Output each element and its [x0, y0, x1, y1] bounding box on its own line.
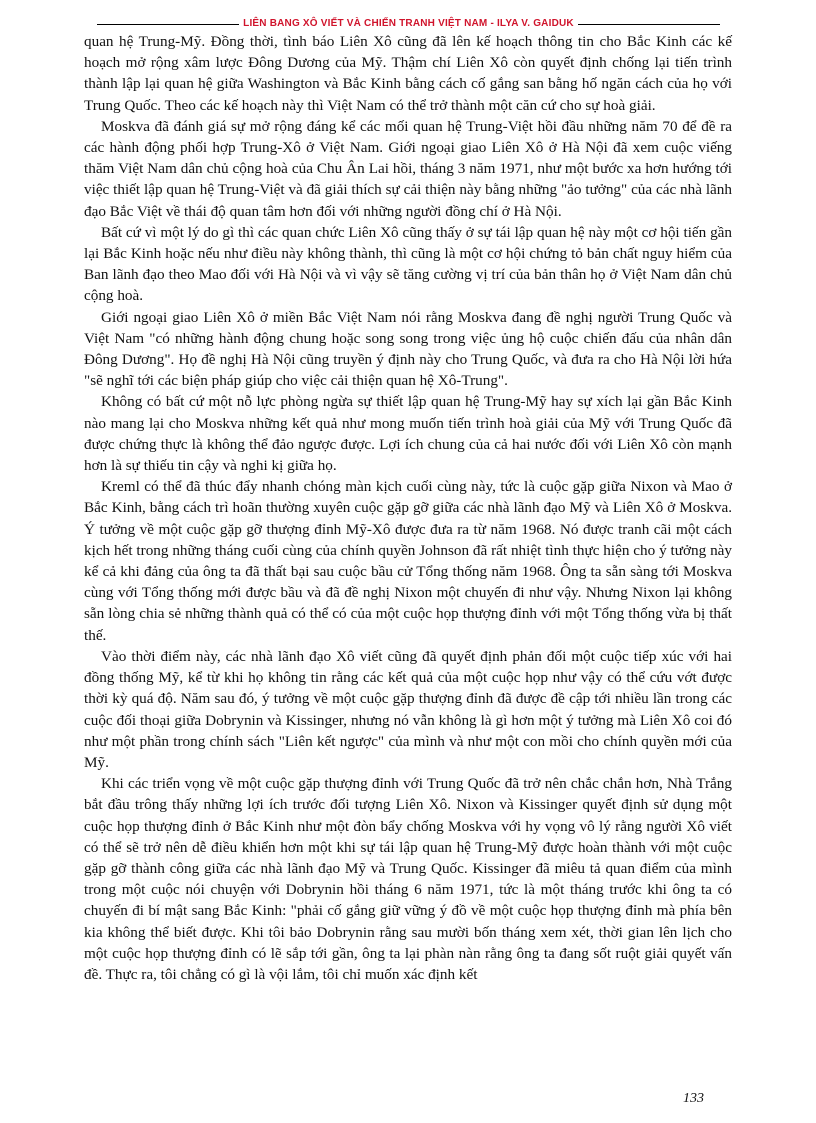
running-header	[97, 13, 720, 31]
paragraph: Giới ngoại giao Liên Xô ở miền Bắc Việt Nam nói rằng Moskva đang đề nghị người Trung Quốc và Việt Nam "có những hành động chung hoặc song song trong việc ủng hộ cuộc chiến đấu của nhân dân Đông Dương". Họ đề nghị Hà Nội cũng truyền ý định này cho Trung Quốc, và đưa ra cho Hà Nội lời hứa "sẽ nghĩ tới các biện pháp giúp cho việc cải thiện quan hệ Xô-Trung".	[84, 308, 732, 390]
paragraph: Khi các triển vọng về một cuộc gặp thượng đỉnh với Trung Quốc đã trở nên chắc chắn hơn, Nhà Trắng bắt đầu trông thấy những lợi ích trước đối tượng Liên Xô. Nixon và Kissinger quyết định sử dụng một cuộc họp thượng đỉnh ở Bắc Kinh như một đòn bẩy chống Moskva với hy vọng vô lý rằng người Xô viết có thể sẽ trở nên dễ điều khiển hơn một khi sự tái lập quan hệ Trung-Mỹ được hoàn thành với một cuộc gặp gỡ thành công giữa các nhà lãnh đạo Mỹ và Trung Quốc. Kissinger đã miêu tả quan điểm của mình trong một cuộc nói chuyện với Dobrynin hồi tháng 6 năm 1971, tức là một tháng trước khi ông ta có chuyến đi bí mật sang Bắc Kinh: "phải cố gắng giữ vững ý đồ về một cuộc họp thượng đỉnh mà phía bên kia không thể biết được. Khi tôi bảo Dobrynin rằng sau mười bốn tháng xem xét, thời gian lên lịch cho một cuộc họp thượng đỉnh có lẽ sắp tới gần, ông ta lại phàn nàn rằng ông ta đang sốt ruột giải quyết vấn đề. Thực ra, tôi chẳng có gì là vội lắm, tôi chỉ muốn xác định kết	[84, 775, 732, 983]
page-body	[84, 31, 732, 985]
paragraph: Vào thời điểm này, các nhà lãnh đạo Xô viết cũng đã quyết định phản đối một cuộc tiếp xúc với hai đồng thống Mỹ, kể từ khi họ không tin rằng các kết quả của một cuộc họp như vậy có thể cứu vớt được thời kỳ quá độ. Năm sau đó, ý tưởng về một cuộc gặp thượng đỉnh đã được đề cập tới nhiều lần trong các cuộc đối thoại giữa Dobrynin và Kissinger, nhưng nó vẫn không là gì hơn một ý tưởng mà Liên Xô coi đó như một phần trong chính sách "Liên kết ngược" của mình và như một con mồi cho chính quyền mới của Mỹ.	[84, 647, 732, 771]
header-title: LIÊN BANG XÔ VIẾT VÀ CHIẾN TRANH VIỆT NAM - ILYA V. GAIDUK	[239, 18, 578, 29]
paragraph: Không có bất cứ một nỗ lực phòng ngừa sự thiết lập quan hệ Trung-Mỹ hay sự xích lại gần Bắc Kinh nào mang lại cho Moskva những kết quả như mong muốn tiến trình hoà giải của Mỹ với Trung Quốc đã được chứng thực là không thể đảo ngược được. Lợi ích chung của cả hai nước đối với Liên Xô còn mạnh hơn là sự thiếu tin cậy và nghi kị giữa họ.	[84, 393, 732, 475]
page-number: 133	[683, 1091, 704, 1106]
paragraph-continuation: quan hệ Trung-Mỹ. Đồng thời, tình báo Liên Xô cũng đã lên kế hoạch thông tin cho Bắc Kinh các kế hoạch mở rộng xâm lược Đông Dương của Mỹ. Thậm chí Liên Xô còn quyết định chống lại tiến trình thành lập lại quan hệ giữa Washington và Bắc Kinh bằng cách cố gắng san bằng hố ngăn cách của họ với Trung Quốc. Theo các kế hoạch này thì Việt Nam có thể trở thành một căn cứ cho sự hoà giải.	[84, 33, 732, 114]
paragraph: Bất cứ vì một lý do gì thì các quan chức Liên Xô cũng thấy ở sự tái lập quan hệ này một cơ hội tiến gần lại Bắc Kinh hoặc nếu như điều này không thành, thì cũng là một cơ hội chứng tỏ bản chất nguy hiểm của Ban lãnh đạo theo Mao đối với Hà Nội và vì vậy sẽ tăng cường vị trí của bản thân họ ở Việt Nam dân chủ cộng hoà.	[84, 223, 732, 305]
paragraph: Kreml có thể đã thúc đẩy nhanh chóng màn kịch cuối cùng này, tức là cuộc gặp giữa Nixon và Mao ở Bắc Kinh, bằng cách trì hoãn thường xuyên cuộc gặp gỡ giữa các nhà lãnh đạo Mỹ và Liên Xô ở Moskva. Ý tưởng về một cuộc gặp gỡ thượng đỉnh Mỹ-Xô được đưa ra từ năm 1968. Nó được tranh cãi một cách kịch hết trong những tháng cuối cùng của chính quyền Johnson đã rất nhiệt tình thực hiện cho ý tưởng này kể cả khi đảng của ông ta đã thất bại sau cuộc bầu cử Tổng thống năm 1968. Ông ta sẵn sàng tới Moskva cùng với Tổng thống mới được bầu và đã đề nghị Nixon một chuyến đi như vậy. Nhưng Nixon lại không sẵn lòng chia sẻ những thành quả có thể có của một cuộc họp thượng đỉnh với một Tổng thống vừa bị thất thế.	[84, 478, 732, 644]
paragraph: Moskva đã đánh giá sự mở rộng đáng kể các mối quan hệ Trung-Việt hồi đầu những năm 70 để đề ra các hành động phối hợp Trung-Xô ở Việt Nam. Giới ngoại giao Liên Xô ở Hà Nội đã xem cuộc viếng thăm Việt Nam dân chủ cộng hoà của Chu Ân Lai hồi, tháng 3 năm 1971, như một bước xa hơn hướng tới việc thiết lập quan hệ Trung-Việt và đã giải thích sự cải thiện này bằng những "ảo tưởng" của các nhà lãnh đạo Bắc Việt về thái độ quan tâm hơn đối với những người đồng chí ở Hà Nội.	[84, 117, 732, 220]
